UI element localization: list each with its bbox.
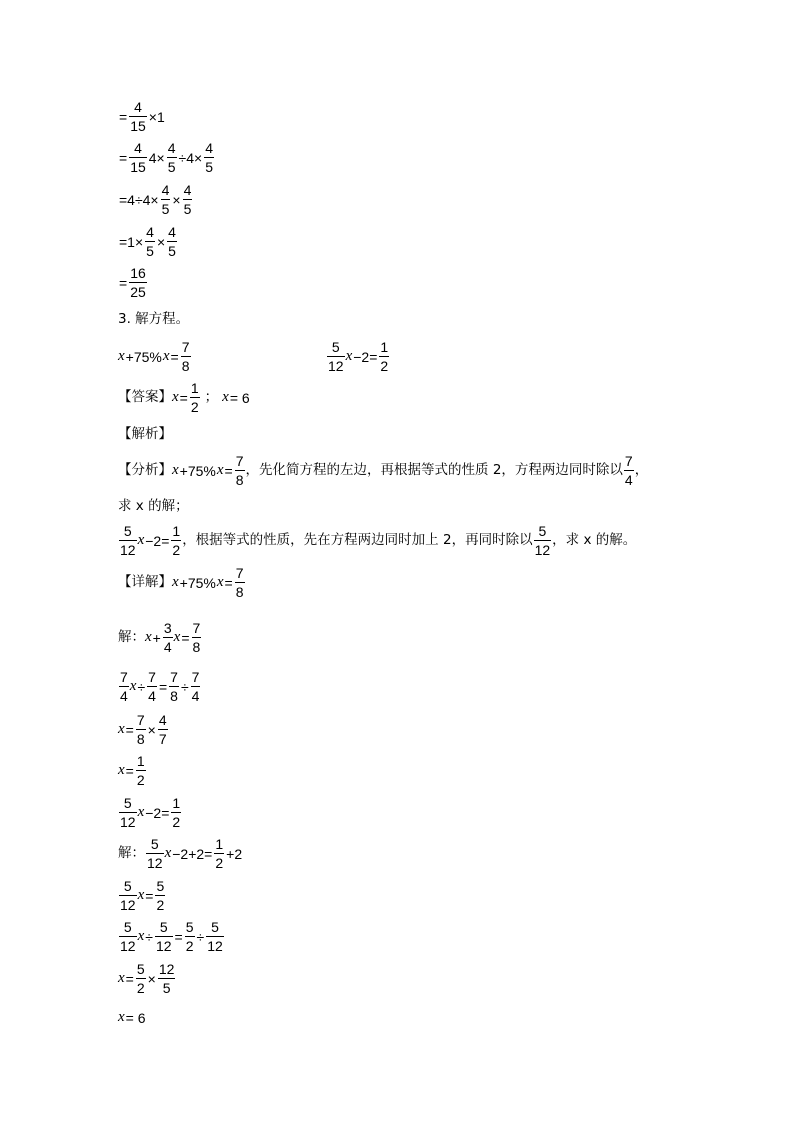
fraction: $\frac{7}{8}$ (136, 712, 145, 747)
fraction: $\frac{5}{12}$ (328, 339, 344, 374)
fraction: $\frac{16}{25}$ (130, 265, 146, 300)
fraction: $\frac{5}{2}$ (136, 961, 145, 996)
fraction: $\frac{7}{8}$ (235, 453, 244, 488)
step-7: $\frac{5}{12}$ x = $\frac{5}{2}$ (120, 878, 165, 913)
step-9: x = $\frac{5}{2}$ × $\frac{12}{5}$ (118, 961, 175, 996)
fraction: $\frac{7}{8}$ (235, 565, 244, 600)
q3-equation-1: x +75% x = $\frac{7}{8}$ (118, 339, 190, 374)
fraction: $\frac{7}{4}$ (120, 669, 128, 704)
calc-line-2 (118, 141, 215, 174)
calc-line-3 (118, 183, 193, 216)
fraction: $\frac{1}{2}$ (215, 836, 224, 871)
calc-line-4 (118, 225, 178, 258)
fraction: $\frac{5}{12}$ (120, 878, 136, 913)
expr-text: ÷4× (178, 149, 203, 166)
expr-text: =4÷4× (119, 191, 159, 208)
fraction: $\frac{1}{2}$ (172, 795, 181, 830)
step-2: $\frac{7}{4}$ x ÷ $\frac{7}{4}$ = $\frac{7}{8}$ ÷ $\frac{7}{4}$ (120, 669, 200, 704)
answer-line: 【答案】 x = $\frac{1}{2}$ ； x = 6 (118, 380, 250, 415)
step-1: 解： x + $\frac{3}{4}$ x = $\frac{7}{8}$ (118, 620, 201, 655)
fraction: $\frac{5}{12}$ (534, 523, 551, 558)
fraction: $\frac{7}{8}$ (181, 339, 190, 374)
fraction: $\frac{1}{2}$ (136, 753, 145, 788)
fraction: $\frac{4}{5}$ (167, 140, 176, 175)
fenxi-line-1: 【分析】 x +75% x = $\frac{7}{8}$ ，先化简方程的左边，再根据等式的性质 2，方程两边同时除以 $\frac{7}{4}$ ， (118, 453, 649, 488)
question-3-heading: 3. 解方程。 (118, 311, 190, 327)
equals: = (119, 274, 128, 291)
calc-line-1 (118, 100, 166, 133)
expr-text: ×1 (148, 108, 165, 125)
equals: = (119, 149, 128, 166)
fraction: $\frac{5}{12}$ (120, 795, 136, 830)
fraction: $\frac{4}{5}$ (168, 224, 176, 259)
fraction: $\frac{7}{8}$ (170, 669, 178, 704)
fraction: $\frac{4}{5}$ (161, 182, 170, 217)
fraction: $\frac{3}{4}$ (163, 620, 172, 655)
fraction: $\frac{12}{5}$ (158, 961, 175, 996)
times: × (172, 191, 181, 208)
step-5: $\frac{5}{12}$ x −2= $\frac{1}{2}$ (120, 795, 181, 830)
step-10: x = 6 (118, 1009, 146, 1026)
fraction: $\frac{4}{5}$ (183, 182, 192, 217)
fraction: $\frac{4}{5}$ (205, 140, 213, 175)
fraction: $\frac{5}{12}$ (155, 919, 172, 954)
fraction: $\frac{5}{2}$ (185, 919, 194, 954)
expr-text: =1× (119, 233, 144, 250)
fraction: $\frac{7}{4}$ (191, 669, 200, 704)
fenxi-line-3: $\frac{5}{12}$ x −2= $\frac{1}{2}$ ，根据等式的性质，先在方程两边同时加上 2，再同时除以 $\frac{5}{12}$ ，求 x 的解。 (120, 523, 637, 558)
q3-equation-2: $\frac{5}{12}$ x −2= $\frac{1}{2}$ (328, 339, 389, 374)
fraction: $\frac{5}{12}$ (207, 919, 223, 954)
fraction: $\frac{7}{4}$ (148, 669, 156, 704)
fraction: $\frac{1}{2}$ (172, 523, 181, 558)
fraction: $\frac{5}{12}$ (120, 919, 136, 954)
fraction: $\frac{4}{15}$ (130, 140, 146, 175)
equals: = (119, 108, 128, 125)
fraction: $\frac{5}{12}$ (120, 523, 136, 558)
fraction: $\frac{4}{7}$ (158, 712, 167, 747)
times: × (156, 233, 166, 250)
step-3: x = $\frac{7}{8}$ × $\frac{4}{7}$ (118, 712, 167, 747)
fraction: $\frac{5}{2}$ (156, 878, 165, 913)
analysis-label: 【解析】 (118, 426, 172, 442)
fraction: $\frac{7}{4}$ (624, 453, 633, 488)
fraction: $\frac{5}{12}$ (147, 836, 163, 871)
fraction: $\frac{7}{8}$ (192, 620, 201, 655)
expr-text: 4× (148, 149, 165, 166)
step-4: x = $\frac{1}{2}$ (118, 753, 145, 788)
step-8: $\frac{5}{12}$ x ÷ $\frac{5}{12}$ = $\frac{5}{2}$ ÷ $\frac{5}{12}$ (120, 919, 223, 954)
fenxi-label: 【分析】 (118, 461, 172, 478)
answer-label: 【答案】 (118, 388, 172, 405)
fraction: $\frac{1}{2}$ (380, 339, 389, 374)
fraction: $\frac{4}{15}$ (130, 99, 146, 134)
xiangjie-label: 【详解】 (118, 573, 172, 590)
fenxi-line-2: 求 x 的解； (118, 498, 189, 514)
fraction: $\frac{4}{5}$ (146, 224, 154, 259)
step-6: 解： $\frac{5}{12}$ x −2+2= $\frac{1}{2}$ +2 (118, 836, 243, 871)
fraction: $\frac{1}{2}$ (190, 380, 199, 415)
xiangjie-line: 【详解】 x +75% x = $\frac{7}{8}$ (118, 565, 244, 600)
calc-line-5 (118, 266, 148, 299)
